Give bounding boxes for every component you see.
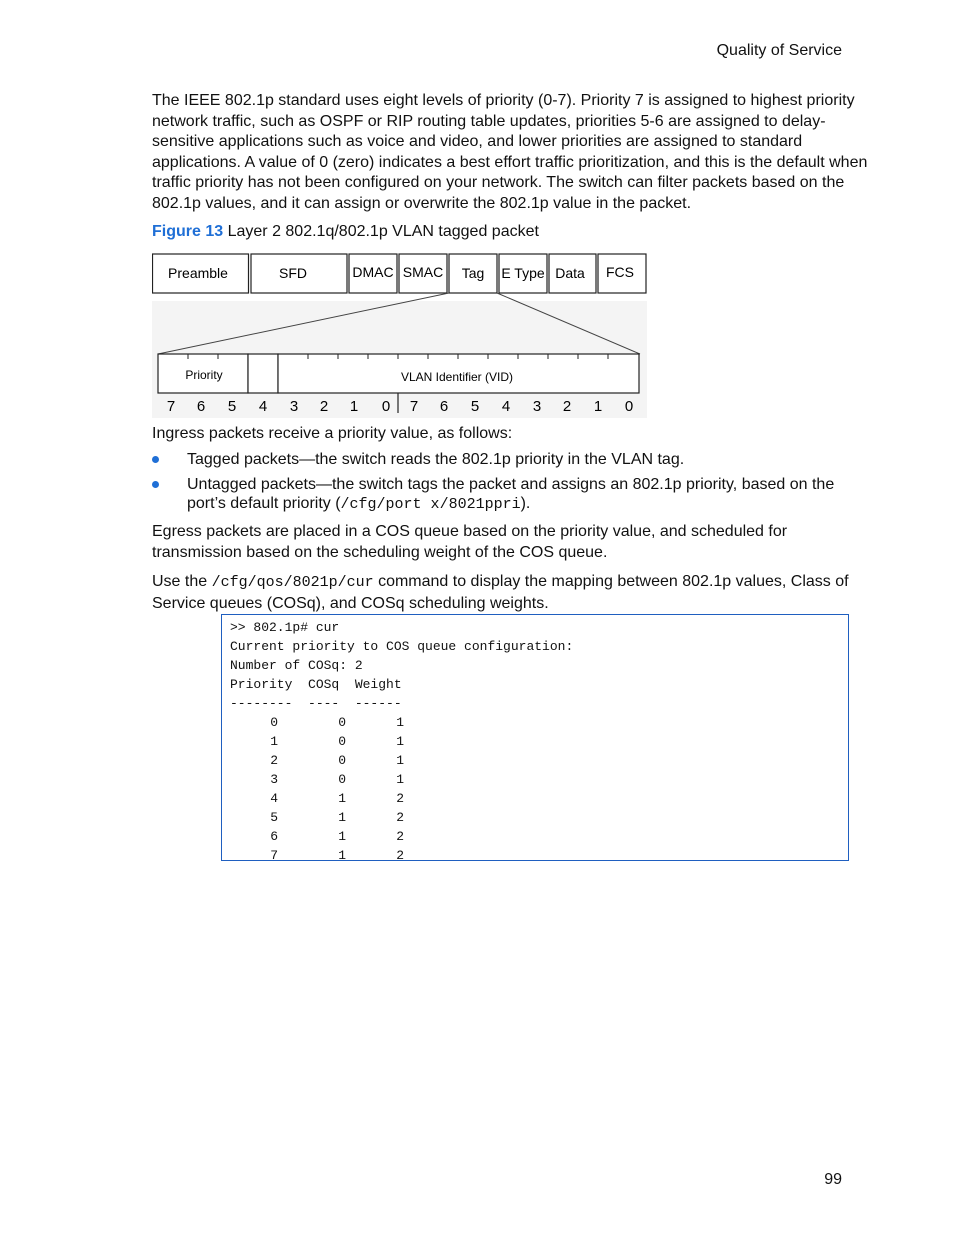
bit-number: 5 [227, 398, 237, 415]
inline-code-port-cmd: /cfg/port x/8021ppri [340, 496, 521, 513]
field-tag: Tag [461, 265, 485, 281]
list-item [152, 450, 868, 469]
bullet-tagged-text: Tagged packets—the switch reads the 802.1p priority in the VLAN tag. [187, 451, 685, 468]
bit-number: 4 [501, 398, 511, 415]
field-smac: SMAC [402, 264, 444, 280]
table-row: 2 0 1 [270, 753, 404, 768]
table-row: 0 0 1 [270, 715, 404, 730]
field-dmac: DMAC [352, 264, 394, 280]
field-fcs: FCS [606, 264, 634, 280]
bit-number: 2 [319, 398, 329, 415]
table-row: 7 1 2 [270, 848, 404, 863]
tag-cfi-box [248, 354, 278, 393]
bit-number: 3 [532, 398, 542, 415]
table-row: 5 1 2 [270, 810, 404, 825]
bit-number: 0 [624, 398, 634, 415]
table-row: 3 0 1 [270, 772, 404, 787]
bullet-untagged-tail: ). [520, 495, 531, 512]
console-prompt: >> 802.1p# cur [230, 620, 340, 635]
bit-number: 3 [289, 398, 299, 415]
bit-number: 1 [349, 398, 359, 415]
bit-number: 5 [470, 398, 480, 415]
bit-number: 7 [409, 398, 419, 415]
inline-code-qos-cmd: /cfg/qos/8021p/cur [211, 574, 374, 591]
console-output-box [221, 614, 849, 861]
console-heading: Current priority to COS queue configuration: [230, 639, 574, 654]
running-header: Quality of Service [716, 42, 842, 59]
use-the-tail: command to display the mapping between 802.1p values, Class of Service queues (COSq), and COSq scheduling weights. [152, 573, 849, 612]
bullet-icon [152, 456, 159, 463]
figure-label: Figure 13 [152, 223, 224, 240]
console-separator: -------- ---- ------ [230, 696, 402, 711]
bit-number: 1 [593, 398, 603, 415]
console-num-cosq: Number of COSq: 2 [230, 658, 363, 673]
field-etype: E Type [501, 265, 545, 281]
tag-priority-label: Priority [185, 368, 223, 382]
list-item [152, 475, 868, 514]
field-data: Data [555, 265, 585, 281]
console-columns: Priority COSq Weight [230, 677, 402, 692]
intro-paragraph: The IEEE 802.1p standard uses eight levels of priority (0-7). Priority 7 is assigned to highest priority network traffic, such as OSPF or RIP routing table updates, priorities 5-6 are assigned to delay-sensitive applications such as voice and video, and lower priorities are assigned to standard applications. A value of 0 (zero) indicates a best effort traffic prioritization, and this is the default when traffic priority has not been configured on your network. The switch can filter packets based on the 802.1p values, and it can assign or overwrite the 802.1p value in the packet. [152, 92, 868, 212]
page-number: 99 [824, 1171, 842, 1188]
use-command-paragraph [152, 572, 868, 614]
field-preamble: Preamble [168, 265, 228, 281]
ingress-bullet-list [152, 450, 868, 520]
vlan-tagged-packet-diagram [152, 253, 652, 418]
bit-number: 6 [439, 398, 449, 415]
table-row: 1 0 1 [270, 734, 404, 749]
bit-number: 6 [196, 398, 206, 415]
field-sfd: SFD [279, 265, 307, 281]
bit-number: 4 [258, 398, 268, 415]
bit-number: 2 [562, 398, 572, 415]
bit-number: 0 [381, 398, 391, 415]
table-row: 4 1 2 [270, 791, 404, 806]
figure-caption [152, 223, 539, 241]
figure-caption-text: Layer 2 802.1q/802.1p VLAN tagged packet [227, 223, 539, 240]
egress-paragraph: Egress packets are placed in a COS queue based on the priority value, and scheduled for transmission based on the scheduling weight of the COS queue. [152, 523, 788, 561]
bullet-untagged-text: Untagged packets—the switch tags the packet and assigns an 802.1p priority, based on the port’s default priority ( [187, 476, 835, 512]
bit-number: 7 [166, 398, 176, 415]
tag-vid-label: VLAN Identifier (VID) [400, 370, 514, 384]
bullet-icon [152, 481, 159, 488]
table-row: 6 1 2 [270, 829, 404, 844]
use-the-text: Use the [152, 573, 212, 590]
ingress-intro: Ingress packets receive a priority value, as follows: [152, 425, 513, 442]
